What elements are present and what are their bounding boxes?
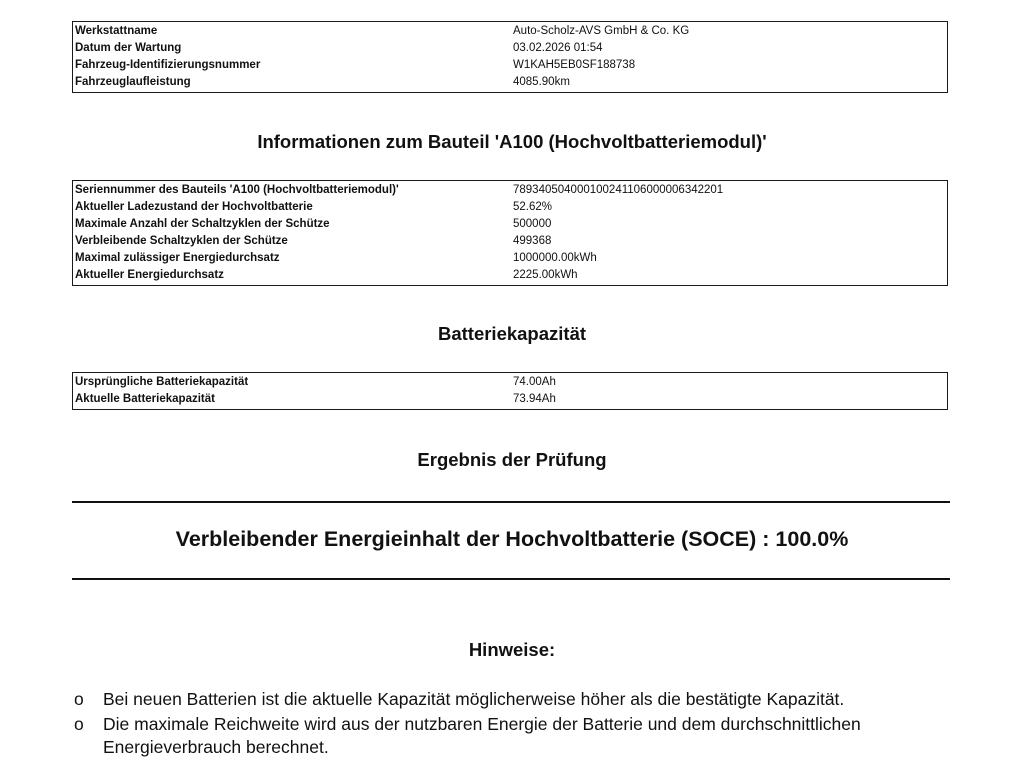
row-value: W1KAH5EB0SF188738 [513, 59, 636, 71]
row-label: Fahrzeuglaufleistung [75, 76, 191, 88]
row-value: 499368 [513, 235, 552, 247]
table-row [73, 267, 947, 284]
table-row [73, 23, 947, 40]
row-label: Maximal zulässiger Energiedurchsatz [75, 252, 280, 264]
bullet-marker: o [74, 714, 84, 734]
table-row [73, 57, 947, 74]
row-label: Datum der Wartung [75, 42, 182, 54]
list-item [72, 713, 952, 759]
row-value: 500000 [513, 218, 552, 230]
row-value: 2225.00kWh [513, 269, 578, 281]
row-value: 03.02.2026 01:54 [513, 42, 603, 54]
notes-list [72, 688, 952, 761]
capacity-info-table [72, 372, 948, 410]
table-row [73, 40, 947, 57]
row-value: Auto-Scholz-AVS GmbH & Co. KG [513, 25, 690, 37]
bullet-marker: o [74, 689, 84, 709]
note-text: Die maximale Reichweite wird aus der nutzbaren Energie der Batterie und dem durchschnittlichen Energieverbrauch berechnet. [103, 714, 861, 757]
row-label: Aktuelle Batteriekapazität [75, 393, 215, 405]
list-item [72, 688, 952, 711]
table-row [73, 74, 947, 91]
table-row [73, 250, 947, 267]
soce-result: Verbleibender Energieinhalt der Hochvoltbatterie (SOCE) : 100.0% [175, 527, 849, 551]
table-row [73, 374, 947, 391]
note-text: Bei neuen Batterien ist die aktuelle Kapazität möglicherweise höher als die bestätigte Kapazität. [103, 689, 845, 709]
result-bottom-rule [72, 578, 950, 580]
result-top-rule [72, 501, 950, 503]
notes-heading: Hinweise: [468, 639, 556, 660]
table-row [73, 233, 947, 250]
row-value: 73.94Ah [513, 393, 556, 405]
workshop-info-table [72, 21, 948, 93]
table-row [73, 199, 947, 216]
row-label: Fahrzeug-Identifizierungsnummer [75, 59, 261, 71]
row-value: 52.62% [513, 201, 553, 213]
row-label: Verbleibende Schaltzyklen der Schütze [75, 235, 288, 247]
component-heading: Informationen zum Bauteil 'A100 (Hochvoltbatteriemodul)' [257, 131, 767, 152]
row-label: Werkstattname [75, 25, 158, 37]
row-label: Ursprüngliche Batteriekapazität [75, 376, 249, 388]
result-heading: Ergebnis der Prüfung [417, 449, 607, 470]
component-info-table [72, 180, 948, 286]
table-row [73, 391, 947, 408]
table-row [73, 182, 947, 199]
row-label: Seriennummer des Bauteils 'A100 (Hochvoltbatteriemodul)' [75, 184, 399, 196]
row-label: Aktueller Ladezustand der Hochvoltbatterie [75, 201, 313, 213]
row-value: 74.00Ah [513, 376, 556, 388]
row-value: 789340504000100241106000006342201 [513, 184, 724, 196]
row-label: Maximale Anzahl der Schaltzyklen der Schütze [75, 218, 330, 230]
row-label: Aktueller Energiedurchsatz [75, 269, 224, 281]
capacity-heading: Batteriekapazität [437, 323, 587, 344]
table-row [73, 216, 947, 233]
row-value: 1000000.00kWh [513, 252, 597, 264]
row-value: 4085.90km [513, 76, 570, 88]
